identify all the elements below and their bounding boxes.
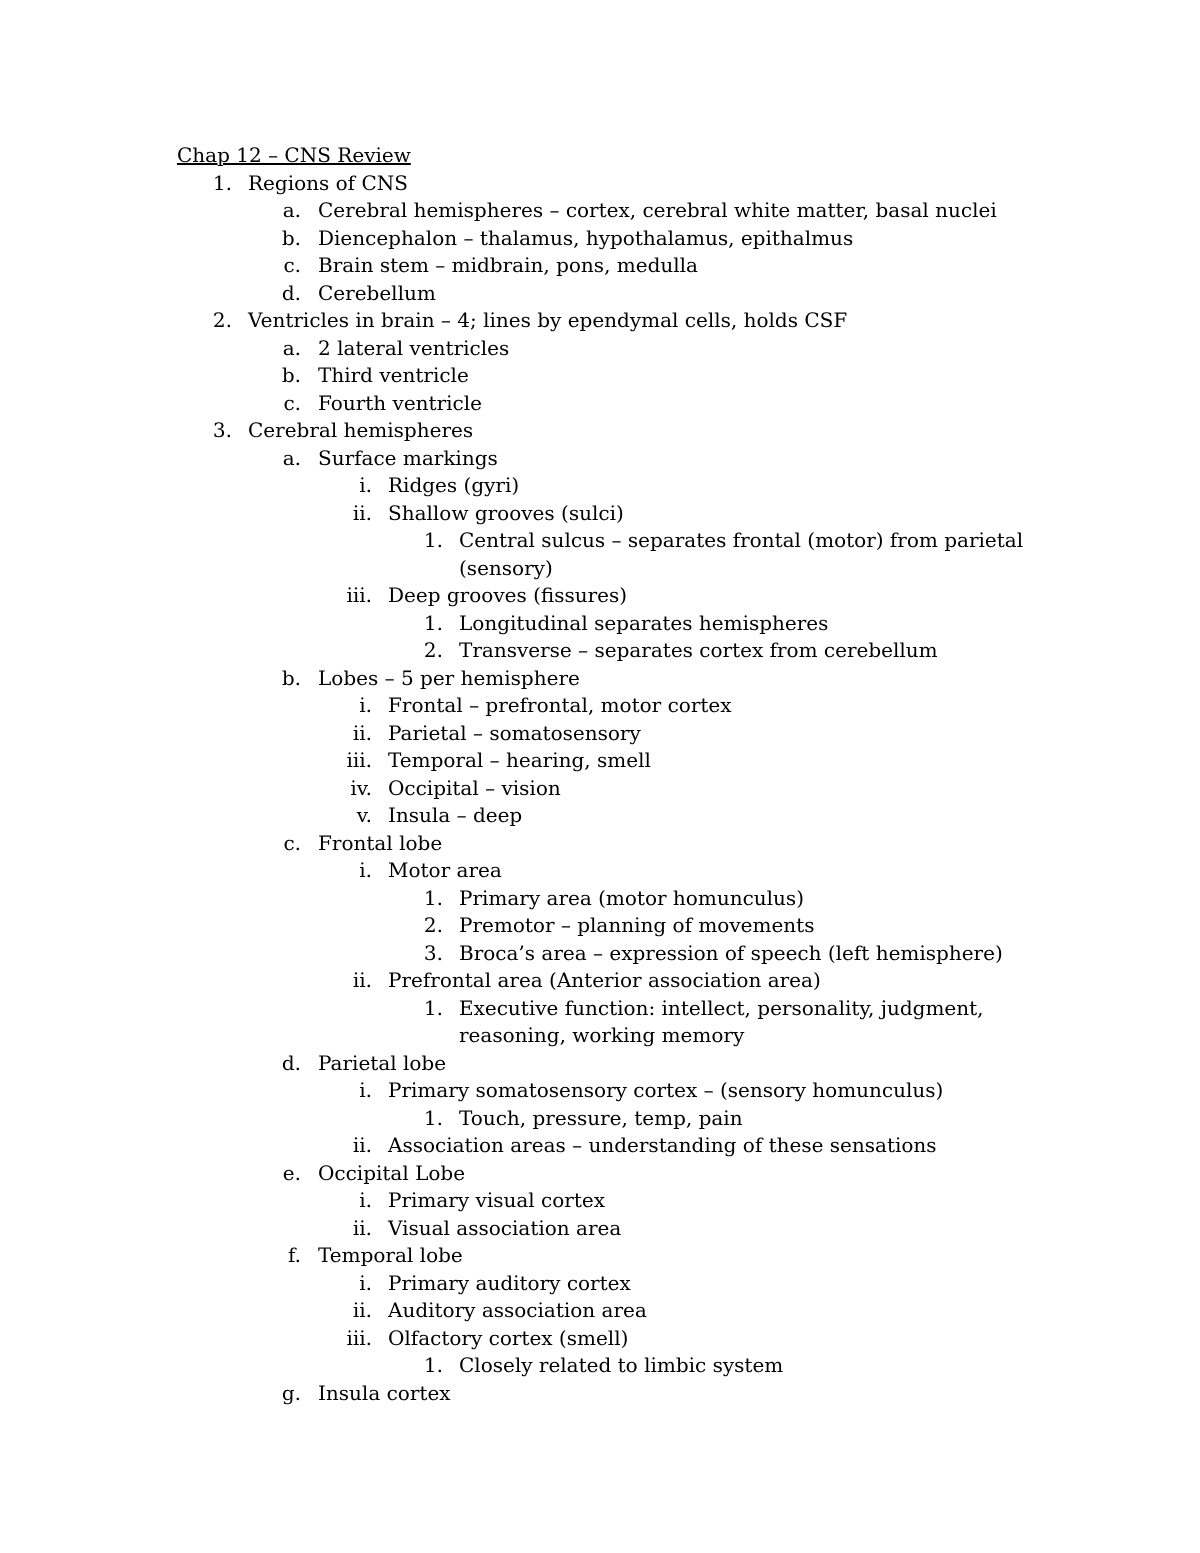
list-marker: i. (359, 1188, 372, 1212)
list-item-text: Parietal lobe (318, 1050, 447, 1075)
list-item-text: Insula – deep (388, 803, 523, 827)
list-marker: 3. (212, 418, 232, 442)
list-item-text: Visual association area (388, 1215, 622, 1240)
list-item-text: Parietal – somatosensory (388, 720, 641, 745)
list-marker: ii. (352, 500, 372, 525)
list-item-text: Premotor – planning of movements (459, 913, 815, 937)
list-marker: iv. (350, 775, 372, 800)
list-item-text: Broca’s area – expression of speech (left hemisphere) (459, 940, 1003, 965)
list-item-text: Association areas – understanding of these sensations (388, 1133, 937, 1157)
list-marker: i. (359, 693, 372, 717)
list-marker: a. (282, 198, 301, 222)
list-marker: ii. (352, 720, 372, 745)
list-marker: 2. (423, 638, 443, 662)
list-item-text: Cerebellum (318, 280, 436, 305)
list-marker: 1. (423, 610, 443, 635)
list-item-text: Fourth ventricle (318, 390, 482, 415)
list-marker: b. (281, 363, 301, 387)
list-item-text: Temporal – hearing, smell (388, 748, 651, 772)
list-marker: f. (287, 1243, 301, 1267)
list-item-text: Primary visual cortex (388, 1188, 605, 1212)
list-marker: iii. (346, 583, 372, 607)
list-item-text: Brain stem – midbrain, pons, medulla (318, 253, 698, 277)
list-marker: iii. (346, 748, 372, 772)
list-marker: 1. (423, 1353, 443, 1377)
list-item-text: Deep grooves (fissures) (388, 583, 628, 607)
list-marker: c. (283, 253, 301, 277)
list-item-text: Shallow grooves (sulci) (388, 500, 624, 525)
list-item-text: Ridges (gyri) (388, 473, 520, 497)
list-item-text: Motor area (388, 858, 502, 882)
list-item-text: Closely related to limbic system (459, 1353, 784, 1377)
list-marker: 2. (212, 308, 232, 332)
document-title: Chap 12 – CNS Review (177, 143, 411, 167)
list-marker: a. (282, 335, 301, 360)
list-item-text: Frontal lobe (318, 830, 443, 855)
list-marker: b. (281, 225, 301, 250)
list-item-text: Auditory association area (388, 1298, 647, 1322)
list-item-text: Insula cortex (318, 1380, 451, 1405)
list-item-text: (sensory) (459, 555, 553, 580)
list-item-text: Cerebral hemispheres (248, 418, 474, 442)
list-marker: 2. (423, 913, 443, 937)
list-item-text: Primary auditory cortex (388, 1270, 631, 1295)
list-marker: e. (282, 1160, 301, 1185)
list-marker: i. (359, 1078, 372, 1102)
list-item-text: Central sulcus – separates frontal (motor) from parietal (459, 528, 1024, 552)
list-marker: ii. (352, 968, 372, 992)
list-item-text: Executive function: intellect, personality, judgment, (459, 995, 984, 1020)
list-item-text: Ventricles in brain – 4; lines by ependymal cells, holds CSF (248, 308, 848, 332)
list-marker: 1. (423, 995, 443, 1020)
list-item-text: Frontal – prefrontal, motor cortex (388, 693, 732, 717)
list-marker: a. (282, 445, 301, 470)
list-item-text: Transverse – separates cortex from cerebellum (459, 638, 938, 662)
list-marker: 1. (423, 1105, 443, 1130)
list-item-text: Primary area (motor homunculus) (459, 885, 804, 910)
list-marker: iii. (346, 1325, 372, 1350)
list-marker: g. (281, 1380, 301, 1405)
list-item-text: Lobes – 5 per hemisphere (318, 665, 580, 690)
list-item-text: Primary somatosensory cortex – (sensory homunculus) (388, 1078, 944, 1102)
list-item-text: Olfactory cortex (smell) (388, 1325, 629, 1350)
list-item-text: Regions of CNS (248, 170, 408, 195)
list-marker: v. (356, 803, 372, 827)
list-item-text: Third ventricle (318, 363, 469, 387)
list-item-text: Cerebral hemispheres – cortex, cerebral white matter, basal nuclei (318, 198, 997, 222)
list-item-text: Longitudinal separates hemispheres (459, 610, 829, 635)
list-item-text: Occipital – vision (388, 775, 561, 800)
list-item-text: Occipital Lobe (318, 1160, 466, 1185)
list-item-text: Surface markings (318, 445, 498, 470)
list-marker: ii. (352, 1215, 372, 1240)
list-item-text: reasoning, working memory (459, 1023, 745, 1047)
list-marker: b. (281, 665, 301, 690)
list-marker: ii. (352, 1133, 372, 1157)
list-item-text: Prefrontal area (Anterior association area) (388, 968, 821, 992)
list-marker: 1. (423, 528, 443, 552)
list-marker: i. (359, 1270, 372, 1295)
list-item-text: Touch, pressure, temp, pain (459, 1105, 743, 1130)
list-marker: 3. (423, 940, 443, 965)
list-marker: ii. (352, 1298, 372, 1322)
list-marker: d. (281, 280, 301, 305)
list-marker: 1. (423, 885, 443, 910)
list-marker: 1. (212, 170, 232, 195)
list-marker: i. (359, 473, 372, 497)
list-marker: c. (283, 390, 301, 415)
list-item-text: Diencephalon – thalamus, hypothalamus, epithalmus (318, 225, 854, 250)
list-item-text: Temporal lobe (318, 1243, 463, 1267)
list-item-text: 2 lateral ventricles (318, 335, 510, 360)
list-marker: i. (359, 858, 372, 882)
list-marker: d. (281, 1050, 301, 1075)
list-marker: c. (283, 830, 301, 855)
